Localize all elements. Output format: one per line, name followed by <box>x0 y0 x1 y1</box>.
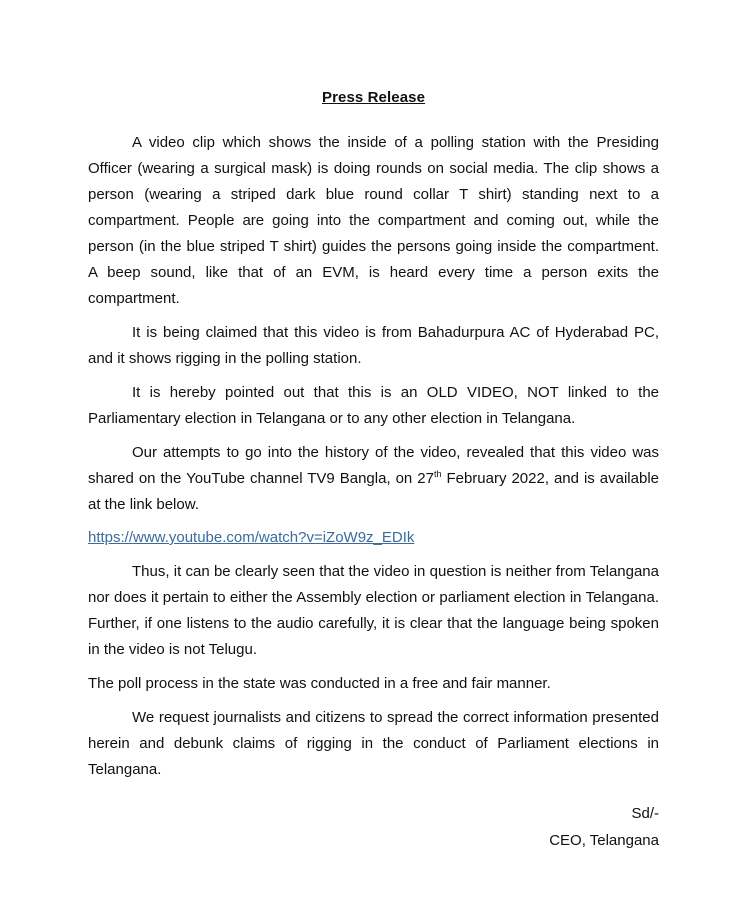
press-release-body <box>88 130 659 783</box>
paragraph-poll-process: The poll process in the state was conducted in a free and fair manner. <box>88 675 551 692</box>
paragraph-old-video-notice: It is hereby pointed out that this is an OLD VIDEO, NOT linked to the Parliamentary election in Telangana or to any other election in Telangana. <box>88 384 659 427</box>
history-text-after: February 2022, and is available at the link below. <box>88 470 659 513</box>
page-title: Press Release <box>321 89 426 106</box>
date-ordinal-suffix: th <box>433 469 442 479</box>
youtube-link-line <box>88 525 659 551</box>
paragraph-conclusion: Thus, it can be clearly seen that the video in question is neither from Telangana nor does it pertain to either the Assembly election or parliament election in Telangana. Further, if one listens to the audio carefully, it is clear that the language being spoken in the video is not Telugu. <box>88 563 659 658</box>
signature-designation: CEO, Telangana <box>549 832 659 849</box>
signature-sd: Sd/- <box>631 805 659 822</box>
paragraph-video-description: A video clip which shows the inside of a polling station with the Presiding Officer (wearing a surgical mask) is doing rounds on social media. The clip shows a person (wearing a striped dark blue round collar T shirt) standing next to a compartment. People are going into the compartment and coming out, while the person (in the blue striped T shirt) guides the persons going inside the compartment. A beep sound, like that of an EVM, is heard every time a person exits the compartment. <box>88 134 659 307</box>
paragraph-video-history <box>88 440 659 518</box>
youtube-link[interactable]: https://www.youtube.com/watch?v=iZoW9z_EDIk <box>88 529 415 546</box>
signature-block <box>549 800 659 854</box>
paragraph-request: We request journalists and citizens to spread the correct information presented herein and debunk claims of rigging in the conduct of Parliament elections in Telangana. <box>88 709 659 778</box>
history-text-before: Our attempts to go into the history of the video, revealed that this video was shared on the YouTube channel TV9 Bangla, on 27 <box>88 444 659 487</box>
paragraph-claim: It is being claimed that this video is from Bahadurpura AC of Hyderabad PC, and it shows rigging in the polling station. <box>88 324 659 367</box>
